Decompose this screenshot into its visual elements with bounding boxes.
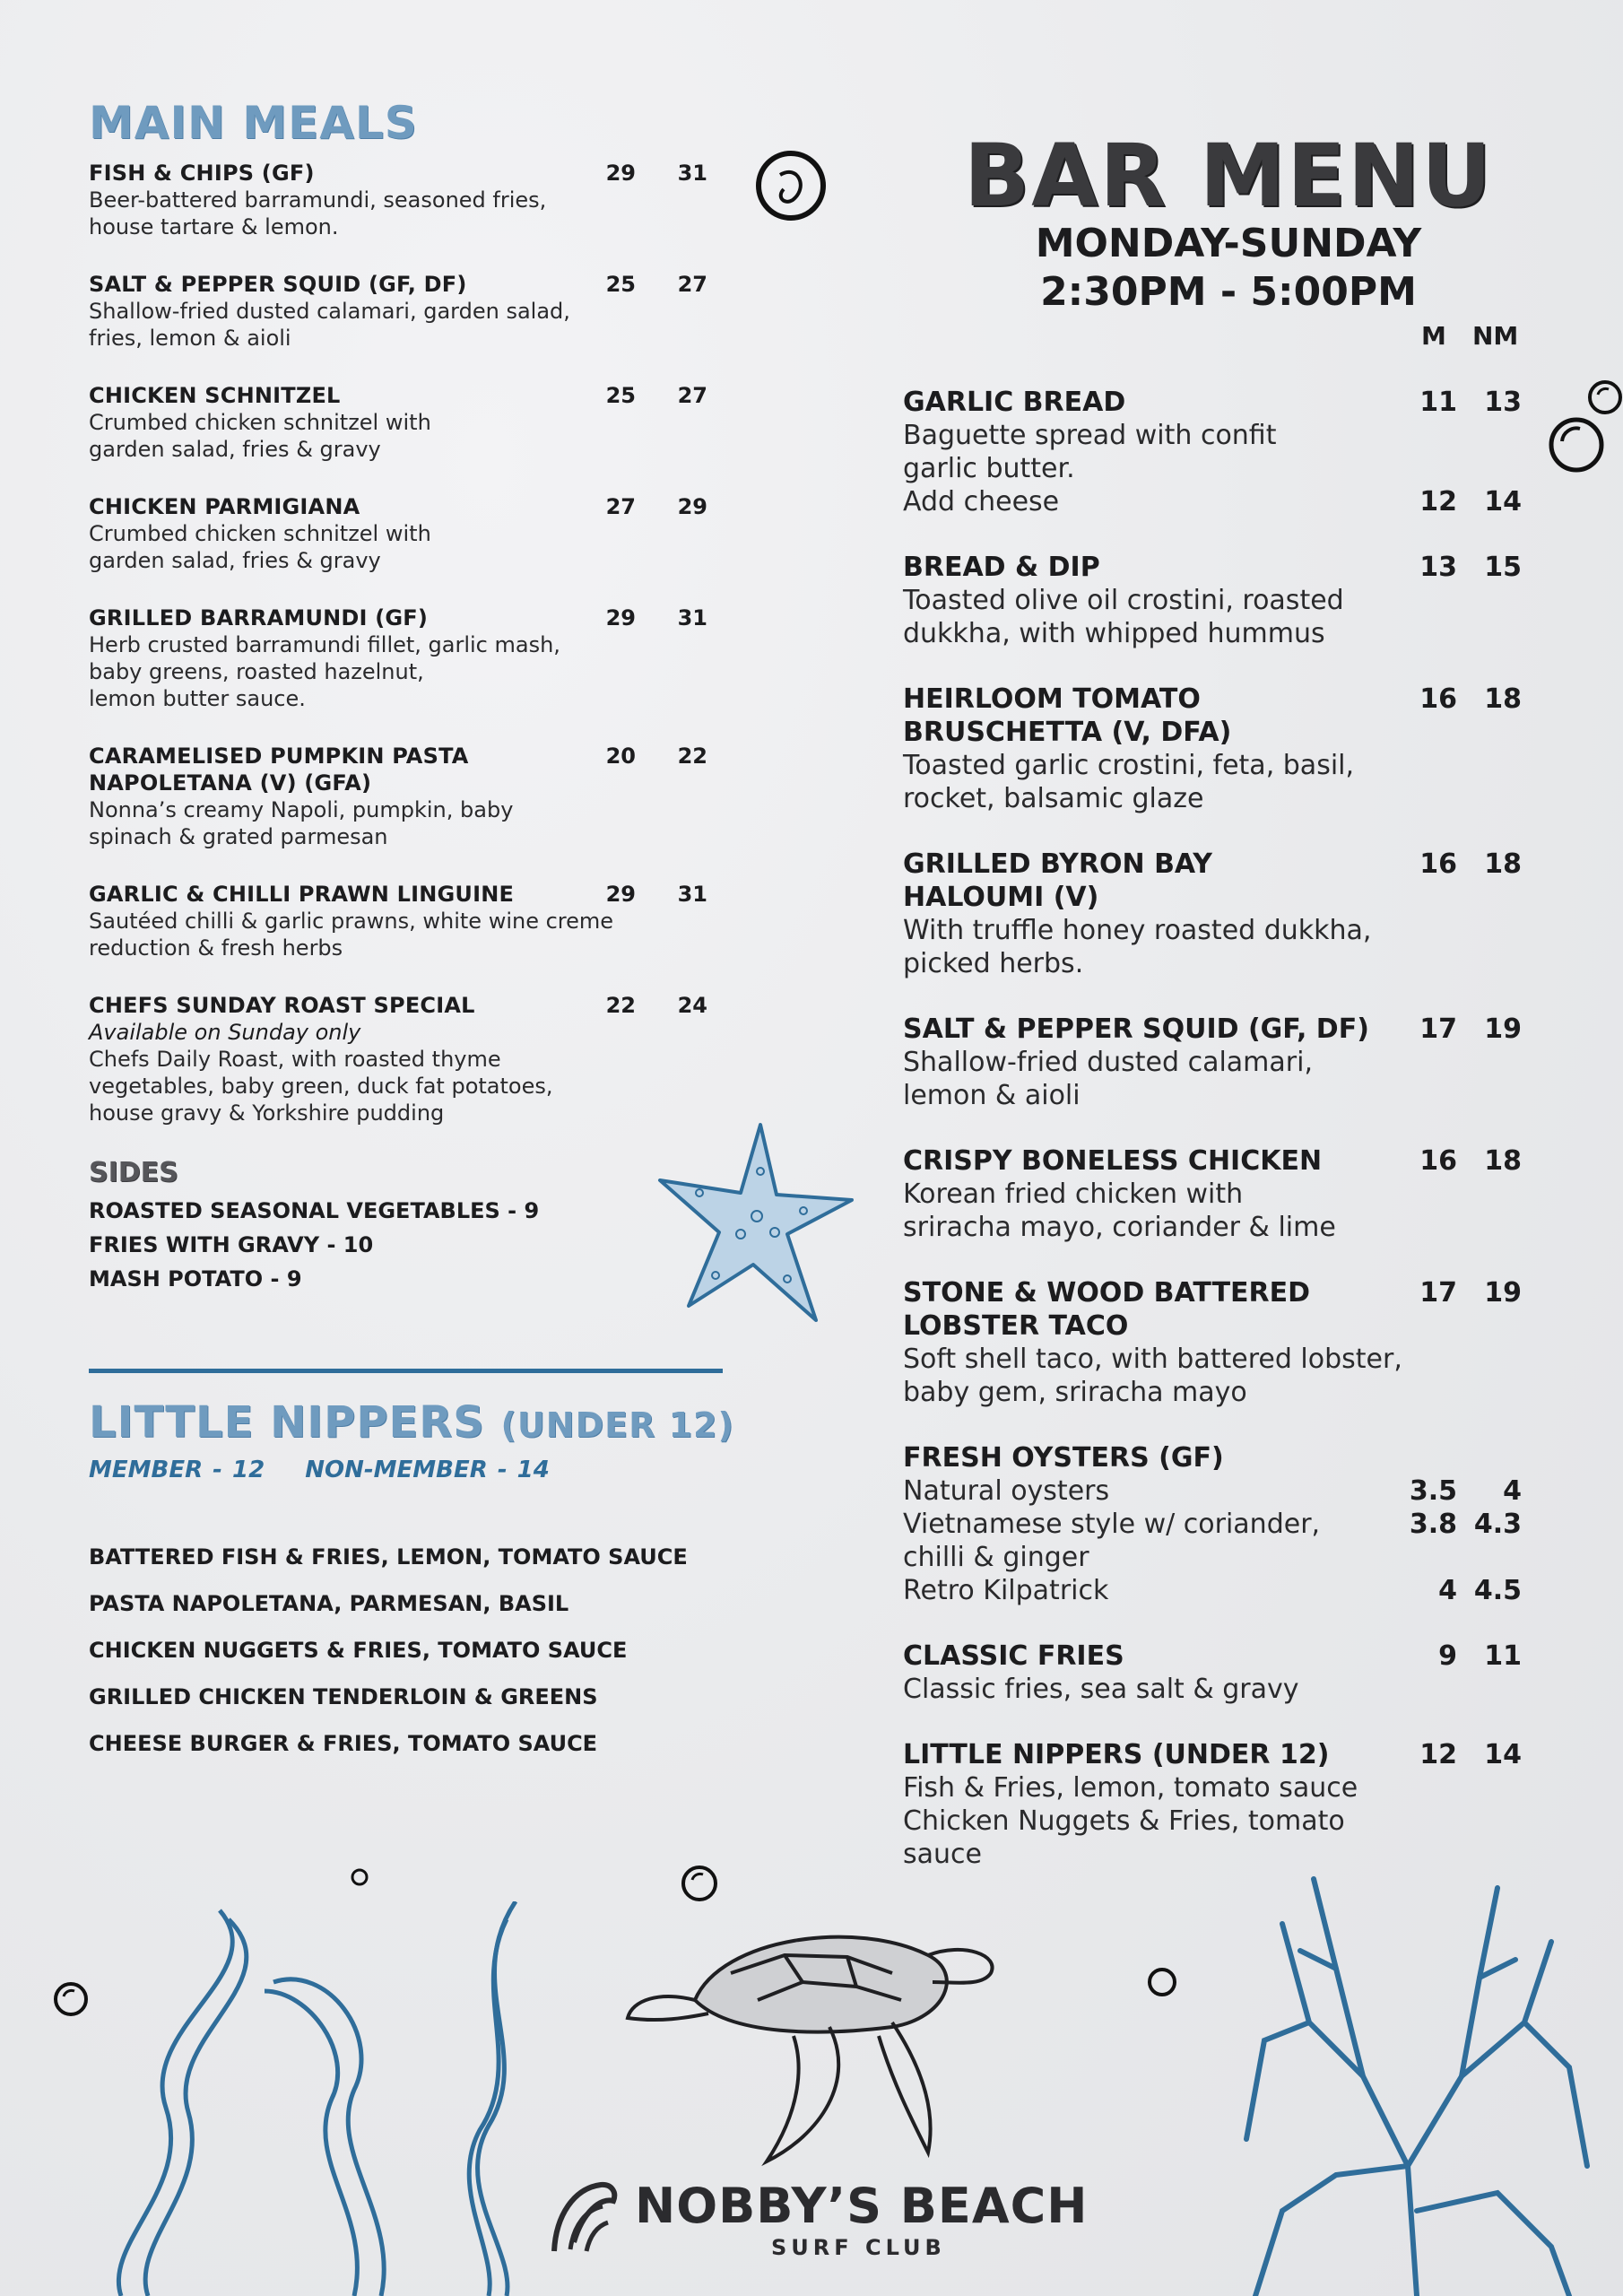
meal-member-price: 25	[605, 383, 636, 408]
bar-menu-hours	[950, 220, 1506, 317]
bar-member-price: 11	[1419, 387, 1457, 418]
bar-non-member-price: 18	[1484, 848, 1522, 880]
bar-line-non-member-price: 4.5	[1473, 1575, 1522, 1606]
bar-item-line	[903, 1178, 1522, 1244]
meal-name: CHEFS SUNDAY ROAST SPECIAL	[89, 993, 475, 1018]
bar-item-header	[903, 386, 1522, 419]
bar-non-member-price: 18	[1484, 683, 1522, 715]
meal-description: Crumbed chicken schnitzel with garden salad, fries & gravy	[89, 521, 431, 573]
nippers-item: CHEESE BURGER & FRIES, TOMATO SAUCE	[89, 1731, 598, 1756]
bar-item-header	[903, 1441, 1522, 1474]
bar-item-line	[903, 584, 1522, 650]
bar-member-price: 13	[1419, 552, 1457, 583]
main-meals-list	[89, 160, 725, 1126]
bar-item	[903, 386, 1522, 518]
bar-item-line	[903, 1673, 1522, 1706]
bar-item-header	[903, 1276, 1522, 1343]
meal-item	[89, 604, 725, 712]
bar-item-description: Baguette spread with confit garlic butter.	[903, 420, 1277, 484]
side-item: MASH POTATO - 9	[89, 1266, 302, 1292]
bar-item-name: CLASSIC FRIES	[903, 1640, 1124, 1672]
bar-line-non-member-price: 4.3	[1473, 1509, 1522, 1540]
bar-item-description: Soft shell taco, with battered lobster, baby gem, sriracha mayo	[903, 1344, 1402, 1408]
meal-note: Available on Sunday only	[89, 1020, 361, 1045]
main-meals-title: MAIN MEALS	[89, 97, 418, 149]
bar-item-description: Classic fries, sea salt & gravy	[903, 1674, 1299, 1705]
bar-item-description: Fish & Fries, lemon, tomato sauce Chicken Nuggets & Fries, tomato sauce	[903, 1772, 1358, 1870]
bar-menu-list	[903, 386, 1522, 1903]
bar-line-member-price: 12	[1419, 486, 1457, 517]
bar-menu-title: BAR MENU	[963, 126, 1494, 226]
meal-description: Crumbed chicken schnitzel with garden salad, fries & gravy	[89, 410, 431, 462]
bar-item-header	[903, 1738, 1522, 1771]
bar-item-line	[903, 1771, 1522, 1871]
bar-item-description: Toasted garlic crostini, feta, basil, rocket, balsamic glaze	[903, 750, 1355, 814]
surf-club-logo-icon	[547, 2179, 621, 2260]
meal-non-member-price: 22	[677, 744, 707, 769]
meal-item	[89, 743, 725, 850]
bar-item-line	[903, 485, 1522, 518]
bar-line-member-price: 4	[1438, 1575, 1457, 1606]
bar-menu-days: MONDAY-SUNDAY	[1035, 221, 1422, 266]
bar-non-member-price: 19	[1484, 1013, 1522, 1045]
bar-line-non-member-price: 14	[1484, 486, 1522, 517]
bar-item	[903, 1738, 1522, 1871]
meal-member-price: 29	[605, 605, 636, 631]
bar-item-description: Vietnamese style w/ coriander, chilli & ginger	[903, 1509, 1321, 1573]
meal-name: CHICKEN SCHNITZEL	[89, 383, 341, 408]
bar-non-member-price: 14	[1484, 1739, 1522, 1770]
seaweed-icon	[85, 1901, 551, 2296]
bubble-icon	[1587, 377, 1623, 418]
little-nippers-title	[89, 1397, 734, 1448]
bubble-icon	[52, 1980, 90, 2018]
bar-item-header	[903, 848, 1522, 914]
column-header-non-member: NM	[1472, 321, 1519, 351]
bar-item-header	[903, 1144, 1522, 1178]
column-header-member: M	[1421, 321, 1446, 351]
meal-non-member-price: 31	[677, 882, 707, 907]
bar-item-description: Add cheese	[903, 486, 1060, 517]
meal-description: Chefs Daily Roast, with roasted thyme vegetables, baby green, duck fat potatoes, house gravy & Yorkshire pudding	[89, 1047, 553, 1126]
bar-item	[903, 1276, 1522, 1409]
sea-turtle-icon	[623, 1901, 1089, 2170]
side-item: ROASTED SEASONAL VEGETABLES - 9	[89, 1198, 540, 1223]
bar-item-name: GARLIC BREAD	[903, 387, 1126, 418]
bar-item	[903, 551, 1522, 650]
nippers-item: BATTERED FISH & FRIES, LEMON, TOMATO SAUCE	[89, 1544, 688, 1570]
meal-member-price: 20	[605, 744, 636, 769]
meal-non-member-price: 24	[677, 993, 707, 1018]
meal-item	[89, 271, 725, 352]
bar-member-price: 9	[1438, 1640, 1457, 1672]
meal-name: CHICKEN PARMIGIANA	[89, 494, 360, 519]
sides-list	[89, 1194, 725, 1296]
bar-item-line	[903, 1046, 1522, 1112]
bar-item-line	[903, 749, 1522, 815]
nippers-item: PASTA NAPOLETANA, PARMESAN, BASIL	[89, 1591, 569, 1616]
bar-line-member-price: 3.8	[1409, 1509, 1457, 1540]
nippers-item: CHICKEN NUGGETS & FRIES, TOMATO SAUCE	[89, 1638, 628, 1663]
bar-item-header	[903, 1013, 1522, 1046]
meal-description: Sautéed chilli & garlic prawns, white wine creme reduction & fresh herbs	[89, 909, 614, 961]
bar-line-member-price: 3.5	[1409, 1475, 1457, 1507]
meal-non-member-price: 31	[677, 605, 707, 631]
bar-item-line	[903, 1574, 1522, 1607]
bar-member-price: 17	[1419, 1013, 1457, 1045]
nippers-member-price: MEMBER - 12	[89, 1457, 265, 1483]
meal-item	[89, 992, 725, 1126]
starfish-icon	[653, 1118, 859, 1333]
bar-item-name: SALT & PEPPER SQUID (GF, DF)	[903, 1013, 1369, 1045]
bar-item-description: Korean fried chicken with sriracha mayo, coriander & lime	[903, 1178, 1336, 1243]
bar-item-name: HEIRLOOM TOMATO BRUSCHETTA (V, DFA)	[903, 683, 1232, 748]
bar-non-member-price: 13	[1484, 387, 1522, 418]
section-divider	[89, 1369, 723, 1373]
nippers-item: GRILLED CHICKEN TENDERLOIN & GREENS	[89, 1684, 598, 1709]
logo-name: NOBBY’S BEACH	[635, 2178, 1089, 2234]
meal-name: CARAMELISED PUMPKIN PASTA NAPOLETANA (V) (GFA)	[89, 744, 469, 796]
bar-non-member-price: 19	[1484, 1277, 1522, 1309]
bar-item-line	[903, 1474, 1522, 1508]
little-nippers-list	[89, 1534, 734, 1767]
meal-description: Beer-battered barramundi, seasoned fries, house tartare & lemon.	[89, 187, 547, 239]
bar-item-header	[903, 683, 1522, 749]
bar-item	[903, 1013, 1522, 1112]
meal-non-member-price: 31	[677, 161, 707, 186]
bar-line-non-member-price: 4	[1503, 1475, 1522, 1507]
meal-description: Herb crusted barramundi fillet, garlic mash, baby greens, roasted hazelnut, lemon butter sauce.	[89, 632, 560, 711]
meal-non-member-price: 27	[677, 383, 707, 408]
bubble-icon	[1146, 1966, 1178, 1998]
bar-non-member-price: 18	[1484, 1145, 1522, 1177]
logo-subtitle: SURF CLUB	[771, 2235, 946, 2260]
bar-item-description: Retro Kilpatrick	[903, 1575, 1109, 1606]
bar-item-name: FRESH OYSTERS (GF)	[903, 1442, 1224, 1474]
bubble-icon	[680, 1864, 719, 1903]
bar-member-price: 16	[1419, 848, 1457, 880]
shell-icon	[753, 148, 829, 223]
bar-item-line	[903, 1508, 1522, 1574]
meal-member-price: 29	[605, 161, 636, 186]
coral-icon	[1228, 1870, 1605, 2296]
bar-item	[903, 848, 1522, 980]
bar-item-description: With truffle honey roasted dukkha, picked herbs.	[903, 915, 1372, 979]
bar-item-line	[903, 419, 1522, 485]
bar-member-price: 16	[1419, 1145, 1457, 1177]
little-nippers-section	[89, 1397, 734, 1767]
meal-description: Shallow-fried dusted calamari, garden salad, fries, lemon & aioli	[89, 299, 570, 351]
bar-item-header	[903, 1639, 1522, 1673]
meal-name: FISH & CHIPS (GF)	[89, 161, 315, 186]
bar-non-member-price: 11	[1484, 1640, 1522, 1672]
side-item: FRIES WITH GRAVY - 10	[89, 1232, 374, 1257]
meal-name: GRILLED BARRAMUNDI (GF)	[89, 605, 429, 631]
meal-name: GARLIC & CHILLI PRAWN LINGUINE	[89, 882, 515, 907]
sides-title: SIDES	[89, 1157, 178, 1188]
bubble-icon	[1548, 414, 1605, 475]
bar-item-description: Shallow-fried dusted calamari, lemon & aioli	[903, 1047, 1313, 1111]
meal-description: Nonna’s creamy Napoli, pumpkin, baby spinach & grated parmesan	[89, 797, 514, 849]
bar-item	[903, 1441, 1522, 1607]
nippers-non-member-price: NON-MEMBER - 14	[305, 1457, 550, 1483]
bubble-icon	[350, 1867, 369, 1887]
meal-member-price: 27	[605, 494, 636, 519]
little-nippers-title-suffix: (UNDER 12)	[500, 1405, 734, 1445]
bar-item	[903, 683, 1522, 815]
bar-item	[903, 1144, 1522, 1244]
bar-item-line	[903, 1343, 1522, 1409]
bar-item-name: LITTLE NIPPERS (UNDER 12)	[903, 1739, 1330, 1770]
bar-item-line	[903, 914, 1522, 980]
meal-item	[89, 382, 725, 463]
main-meals-section	[89, 97, 725, 1296]
bar-item-header	[903, 551, 1522, 584]
bar-member-price: 16	[1419, 683, 1457, 715]
bar-item-name: STONE & WOOD BATTERED LOBSTER TACO	[903, 1277, 1311, 1342]
bar-item-name: CRISPY BONELESS CHICKEN	[903, 1145, 1323, 1177]
meal-member-price: 22	[605, 993, 636, 1018]
bar-menu-time: 2:30PM - 5:00PM	[1040, 269, 1417, 315]
meal-non-member-price: 29	[677, 494, 707, 519]
bar-item-description: Natural oysters	[903, 1475, 1110, 1507]
meal-item	[89, 160, 725, 240]
bar-item-name: BREAD & DIP	[903, 552, 1100, 583]
bar-member-price: 12	[1419, 1739, 1457, 1770]
meal-name: SALT & PEPPER SQUID (GF, DF)	[89, 272, 467, 297]
bar-non-member-price: 15	[1484, 552, 1522, 583]
meal-member-price: 29	[605, 882, 636, 907]
bar-item	[903, 1639, 1522, 1706]
bar-item-description: Toasted olive oil crostini, roasted dukkha, with whipped hummus	[903, 585, 1344, 649]
little-nippers-title-main: LITTLE NIPPERS	[89, 1397, 485, 1448]
bar-member-price: 17	[1419, 1277, 1457, 1309]
little-nippers-prices	[89, 1457, 734, 1483]
meal-item	[89, 881, 725, 961]
meal-member-price: 25	[605, 272, 636, 297]
bar-item-name: GRILLED BYRON BAY HALOUMI (V)	[903, 848, 1212, 913]
meal-item	[89, 493, 725, 574]
meal-non-member-price: 27	[677, 272, 707, 297]
